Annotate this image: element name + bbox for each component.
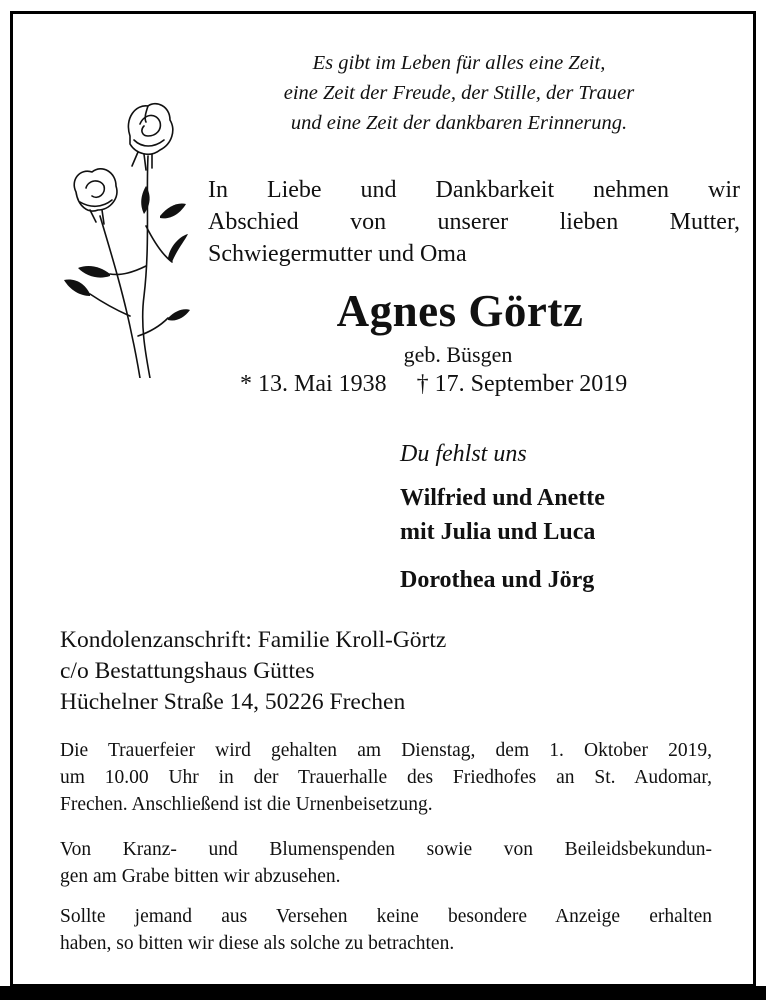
notice-line-1: Sollte jemand aus Versehen keine besondere Anzeige erhalten	[60, 906, 712, 927]
family-line-2: mit Julia und Luca	[400, 519, 596, 545]
flowers-line-1: Von Kranz- und Blumenspenden sowie von Beileidsbekundun-	[60, 839, 712, 860]
flowers-paragraph	[60, 836, 712, 890]
notice-paragraph	[60, 903, 712, 957]
family-group-1	[400, 481, 605, 549]
poem-line-2: eine Zeit der Freude, der Stille, der Trauer	[283, 82, 635, 104]
birth-date: * 13. Mai 1938	[240, 371, 387, 397]
address-line-3: Hüchelner Straße 14, 50226 Frechen	[60, 689, 406, 715]
family-group-2	[400, 563, 594, 597]
deceased-name: Agnes Görtz	[336, 286, 584, 336]
death-date: † 17. September 2019	[416, 371, 628, 397]
address-line-2: c/o Bestattungshaus Güttes	[60, 658, 315, 684]
family-line-3: Dorothea und Jörg	[400, 567, 595, 593]
notice-line-2: haben, so bitten wir diese als solche zu betrachten.	[60, 933, 455, 954]
ceremony-line-2: um 10.00 Uhr in der Trauerhalle des Friedhofes an St. Audomar,	[60, 767, 712, 788]
poem	[0, 48, 766, 138]
farewell-text: Du fehlst uns	[400, 441, 527, 467]
intro-text	[208, 174, 740, 270]
address-line-1: Kondolenzanschrift: Familie Kroll-Görtz	[60, 627, 447, 653]
poem-line-3: und eine Zeit der dankbaren Erinnerung.	[290, 112, 628, 134]
intro-line-2: Abschied von unserer lieben Mutter,	[208, 209, 740, 235]
ceremony-line-1: Die Trauerfeier wird gehalten am Dienstag, dem 1. Oktober 2019,	[60, 740, 712, 761]
intro-line-1: In Liebe und Dankbarkeit nehmen wir	[208, 177, 740, 203]
ceremony-paragraph	[60, 737, 712, 818]
flowers-line-2: gen am Grabe bitten wir abzusehen.	[60, 866, 341, 887]
condolence-address	[60, 625, 446, 718]
poem-line-1: Es gibt im Leben für alles eine Zeit,	[312, 52, 606, 74]
birth-name: geb. Büsgen	[403, 342, 513, 367]
life-dates	[240, 371, 627, 398]
bottom-rule	[0, 986, 766, 1000]
intro-line-3: Schwiegermutter und Oma	[208, 241, 467, 267]
family-line-1: Wilfried und Anette	[400, 485, 605, 511]
ceremony-line-3: Frechen. Anschließend ist die Urnenbeisetzung.	[60, 794, 433, 815]
